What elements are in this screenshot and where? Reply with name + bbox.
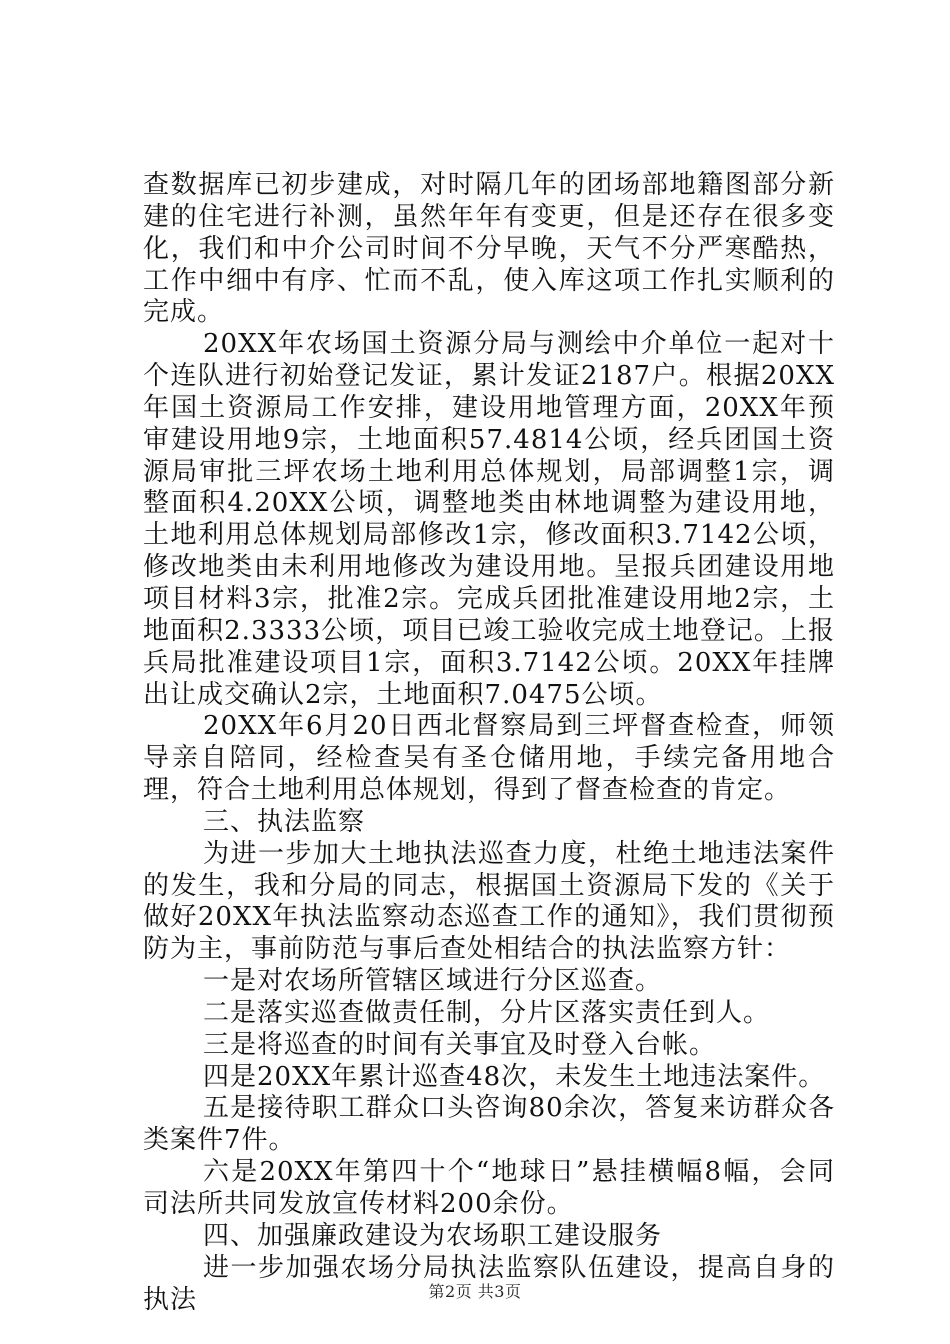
- paragraph-1: 查数据库已初步建成，对时隔几年的团场部地籍图部分新建的住宅进行补测，虽然年年有变更，但是还存在很多变化，我们和中介公司时间不分早晚，天气不分严寒酷热，工作中细中有序、忙而不乱，使入库这项工作扎实顺利的完成。: [143, 170, 835, 328]
- page-footer: 第2页 共3页: [428, 1282, 522, 1301]
- list-item-2: 二是落实巡查做责任制，分片区落实责任到人。: [203, 997, 771, 1028]
- document-body: [143, 170, 835, 1316]
- paragraph-13: 进一步加强农场分局执法监察队伍建设，提高自身的执法: [143, 1252, 835, 1315]
- section-heading-3: 三、执法监察: [203, 806, 366, 837]
- paragraph-2: 20XX年农场国土资源分局与测绘中介单位一起对十个连队进行初始登记发证，累计发证2187户。根据20XX年国土资源局工作安排，建设用地管理方面，20XX年预审建设用地9宗，土地面积57.4814公顷，经兵团国土资源局审批三坪农场土地利用总体规划，局部调整1宗，调整面积4.20XX公顷，调整地类由林地调整为建设用地，土地利用总体规划局部修改1宗，修改面积3.7142公顷，修改地类由未利用地修改为建设用地。呈报兵团建设用地项目材料3宗，批准2宗。完成兵团批准建设用地2宗，土地面积2.3333公顷，项目已竣工验收完成土地登记。上报兵局批准建设项目1宗，面积3.7142公顷。20XX年挂牌出让成交确认2宗，土地面积7.0475公顷。: [143, 329, 835, 710]
- list-item-1: 一是对农场所管辖区域进行分区巡查。: [203, 966, 663, 997]
- list-item-3: 三是将巡查的时间有关事宜及时登入台帐。: [203, 1029, 717, 1060]
- paragraph-3: 20XX年6月20日西北督察局到三坪督查检查，师领导亲自陪同，经检查吴有圣仓储用地，手续完备用地合理，符合土地利用总体规划，得到了督查检查的肯定。: [143, 711, 835, 806]
- section-heading-4: 四、加强廉政建设为农场职工建设服务: [203, 1220, 663, 1251]
- list-item-4: 四是20XX年累计巡查48次，未发生土地违法案件。: [203, 1061, 826, 1092]
- paragraph-5: 为进一步加大土地执法巡查力度，杜绝土地违法案件的发生，我和分局的同志，根据国土资源局下发的《关于做好20XX年执法监察动态巡查工作的通知》，我们贯彻预防为主，事前防范与事后查处相结合的执法监察方针：: [143, 838, 835, 965]
- list-item-6: 六是20XX年第四十个“地球日”悬挂横幅8幅，会同司法所共同发放宣传材料200余份。: [143, 1157, 835, 1219]
- list-item-5: 五是接待职工群众口头咨询80余次，答复来访群众各类案件7件。: [143, 1093, 835, 1156]
